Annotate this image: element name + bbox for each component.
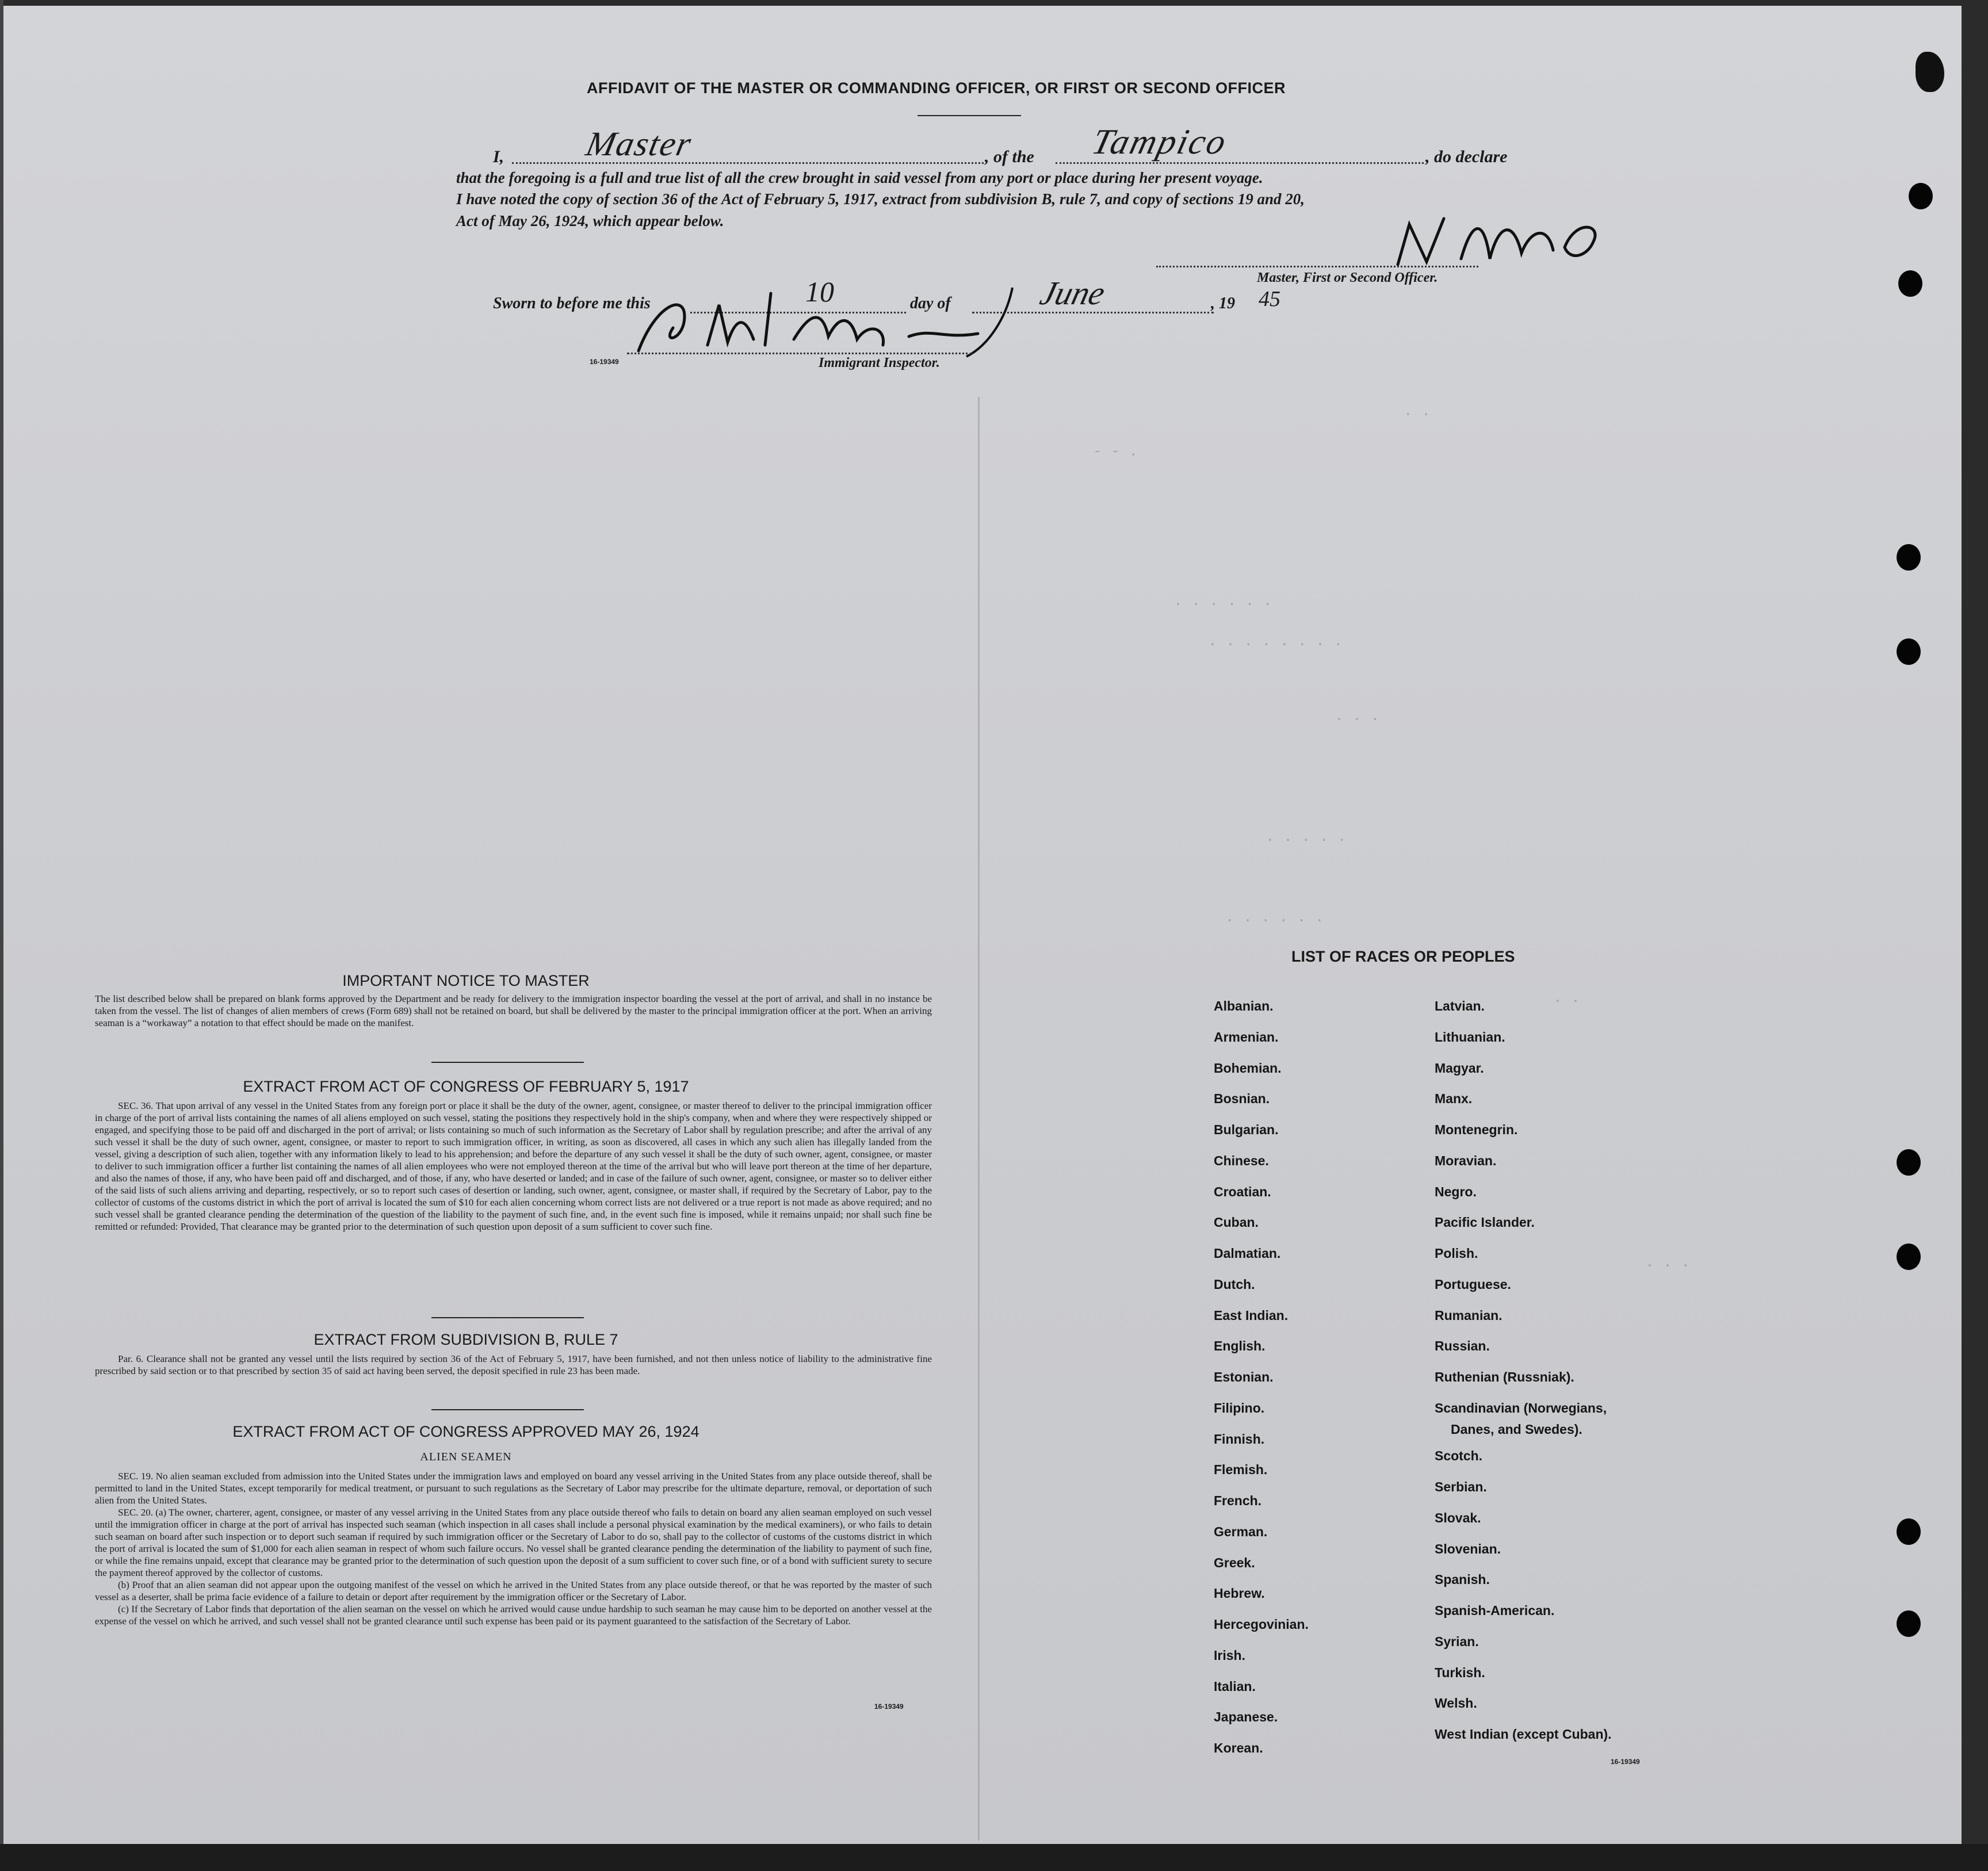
do-declare-label: , do declare [1425,147,1508,166]
race-item: Montenegrin. [1435,1122,1518,1137]
year-prefix: , 19 [1211,294,1235,312]
page-fold-line [978,397,980,1841]
race-item: Italian. [1214,1678,1256,1694]
races-title: LIST OF RACES OR PEOPLES [1291,948,1515,965]
race-item: Welsh. [1435,1696,1477,1711]
extract-rule7-title: EXTRACT FROM SUBDIVISION B, RULE 7 [314,1331,618,1348]
race-scandinavian-continued: Danes, and Swedes). [1451,1422,1582,1437]
punch-hole [1897,544,1921,571]
race-item: French. [1214,1493,1262,1508]
extract-1917-title: EXTRACT FROM ACT OF CONGRESS OF FEBRUARY 5, 1917 [243,1078,689,1095]
inspector-caption: Immigrant Inspector. [819,355,940,370]
race-item: English. [1214,1338,1266,1354]
race-item: Ruthenian (Russniak). [1435,1369,1574,1384]
corner-tear-mark [1916,52,1944,92]
race-item: Syrian. [1435,1633,1479,1649]
race-item: Chinese. [1214,1153,1269,1168]
document-page: . . - - . . . . . . . . . . . . . . . . . . . . . . . . . . . . . . . . . . AFFIDAVIT OF THE MASTER OR COMMANDING OFFICER, OR FIRST OR SECOND OFFICER I, Master , of the Tampico , do declare that the foregoing is a full and true list of all the crew brought in said vessel from any port or place during her present voyage. I have noted the copy of section 36 of the Act of February 5, 1917, extract from subdivision B, rule 7, and copy of sections 19 and 20, Act of May 26, 1924, which appear below. Master, First or Second Officer. Sworn to before me this 10 day of June , 19 45 16‐19349 Immigrant Inspector. IMPORTANT NOTICE TO MASTER The list described below shall be prepared on blank forms approved by the Department and be ready for delivery to the immigration inspector boarding the vessel at the port of arrival, and shall in no instance be taken from the vessel. The list of changes of alien members of crews (Form 689) shall not be retained on board, but shall be delivered by the master to the principal immigration officer at the port. When an arriving seaman is a “workaway” a notation to that effect should be made on the manifest. EXTRACT FROM ACT OF CONGRESS OF FEBRUARY 5, 1917 SEC. 36. That upon arrival of any vessel in the United States from any foreign port or place it shall be the duty of the owner, agent, consignee, or master thereof to deliver to the principal immigration officer in charge of the port of arrival lists containing the names of all aliens employed on such vessel, stating the positions they respectively hold in the ship's company, when and where they were respectively shipped or engaged, and specifying those to be paid off and discharged in the port of arrival; or lists containing so much of such information as the Secretary of Labor shall by regulation prescribe; and after the arrival of any such vessel it shall be the duty of such owner, agent, consignee, or master to report to such immigration officer, in writing, as soon as discovered, all cases in which any such alien has illegally landed from the vessel, giving a description of such alien, together with any information likely to lead to his apprehension; and before the departure of any such vessel it shall be the duty of such owner, agent, consignee, or master to deliver to such immigration officer a further list containing the names of all alien employees who were not employed thereon at the time of the arrival but who will leave port thereon at the time of her departure, and also the names of those, if any, who have been paid off and discharged, and of those, if any, who have deserted or landed; and in case of the failure of such owner, agent, consignee, or master so to deliver either of the said lists of such aliens arriving and departing, respectively, or so to report such cases of desertion or landing, such owner, agent, consignee, or master shall, if required by the Secretary of Labor, pay to the collector of customs of the customs district in which the port of arrival is located the sum of $10 for each alien concerning whom correct lists are not delivered or a true report is not made as above required; and no such vessel shall be granted clearance pending the determination of the question of the liability to the payment of such fine, and, in the event such fine is imposed, while it remains unpaid; nor shall such fine be remitted or refunded: Provided, That clearance may be granted prior to the determination of such question upon deposit of a sum sufficient to cover such fine. EXTRACT FROM SUBDIVISION B, RULE 7 Par. 6. Clearance shall not be granted any vessel until the lists required by section 36 of the Act of February 5, 1917, have been furnished, and not then unless notice of liability to the administrative fine prescribed by said section or to that prescribed by section 35 of said act having been served, the deposit specified in rule 23 has been made. EXTRACT FROM ACT OF CONGRESS APPROVED MAY 26, 1924 ALIEN SEAMEN SEC. 19. No alien seaman excluded from admission into the United States under the immigration laws and employed on board any vessel arriving in the United States from any place outside thereof, shall be permitted to land in the United States, except temporarily for medical treatment, or pursuant to such regulations as the Secretary of Labor may prescribe for the ultimate departure, removal, or deportation of such alien from the United States. SEC. 20. (a) The owner, charterer, agent, consignee, or master of any vessel arriving in the United States from any place outside thereof who fails to detain on board any alien seaman employed on such vessel until the immigration officer in charge at the port of arrival has inspected such seaman (which inspection in all cases shall include a personal physical examination by the medical examiners), or who fails to detain such seaman on board after such inspection or to deport such seaman if required by such immigration officer or the Secretary of Labor to do so, shall pay to the collector of customs of the customs district in which the port of arrival is located the sum of $1,000 for each alien seaman in respect of whom such failure occurs. No vessel shall be granted clearance pending the determination of the liability to payment of such fine, or while the fine remains unpaid, except that clearance may be granted prior to the determination of such question upon the deposit of a sum sufficient to cover such fine, or of a bond with sufficient surety to secure the payment thereof approved by the collector of customs. (b) Proof that an alien seaman did not appear upon the outgoing manifest of the vessel on which he arrived in the United States from any place outside thereof, or that he was reported by the master of such vessel as a deserter, shall be prima facie evidence of a failure to detain or deport after requirement by the immigration officer or the Secretary of Labor. (c) If the Secretary of Labor finds that deportation of the alien seaman on the vessel on which he arrived would cause undue hardship to such seaman he may cause him to be deported on another vessel at the expense of the vessel on which he arrived, and such vessel shall not be granted clearance until such expense has been paid or its payment guaranteed to the satisfaction of the Secretary of Labor. 16‐19349 LIST OF RACES OR PEOPLES Danes, and Swedes). 16‐19349 Albanian. Armenian. Bohemian. Bosnian. Bulgarian. Chinese. Croatian. Cuban. Dalmatian. Dutch. East Indian. English. Estonian. Filipino. Finnish. Flemish. French. German. Greek. Hebrew. Hercegovinian. Irish. Italian. Japanese. Korean. Latvian. Lithuanian. Magyar. Manx. Montenegrin. Moravian. Negro. Pacific Islander. Polish. Portuguese. Rumanian. Russian. Ruthenian (Russniak). Scandinavian (Norwegians, Scotch. Serbian. Slovak. Slovenian. Spanish. Spanish-American. Syrian. Turkish. Welsh. West Indian (except Cuban). [0,0,1988,1871]
title-underline [917,115,1021,116]
punch-hole [1909,183,1933,209]
race-item: Bohemian. [1214,1060,1282,1076]
section-19-paragraph: SEC. 19. No alien seaman excluded from admission into the United States under the immigration laws and employed on board any vessel arriving in the United States from any place outside thereof, shall be permitted to land in the United States, except temporarily for medical treatment, or pursuant to such regulations as the Secretary of Labor may prescribe for the ultimate departure, removal, or deportation of such alien from the United States. [95,1471,932,1506]
punch-hole [1897,1610,1921,1637]
punch-hole [1898,270,1922,297]
section-20a-paragraph: SEC. 20. (a) The owner, charterer, agent, consignee, or master of any vessel arriving in the United States from any place outside thereof who fails to detain on board any alien seaman employed on such vessel until the immigration officer in charge at the port of arrival has inspected such seaman (which inspection in all cases shall include a personal physical examination by the medical examiners), or who fails to detain such seaman on board after such inspection or to deport such seaman if required by such immigration officer or the Secretary of Labor to do so, shall pay to the collector of customs of the customs district in which the port of arrival is located the sum of $1,000 for each alien seaman in respect of whom such failure occurs. No vessel shall be granted clearance pending the determination of the liability to payment of such fine, or while the fine remains unpaid, except that clearance may be granted prior to the determination of such question upon the deposit of a sum sufficient to cover such fine, or of a bond with sufficient surety to secure the payment thereof approved by the collector of customs. [95,1507,932,1578]
race-item: Estonian. [1214,1369,1274,1384]
extract-1924-body [95,1470,932,1627]
extract-rule7-divider [431,1409,584,1410]
i-value-handwritten: Master [583,125,696,163]
punch-hole [1897,1518,1921,1545]
race-item: Russian. [1435,1338,1490,1354]
races-form-number: 16‐19349 [1611,1758,1640,1766]
affidavit-form-number: 16‐19349 [590,358,619,366]
race-item: Spanish-American. [1435,1603,1555,1618]
notice-divider [431,1062,584,1063]
race-item: Finnish. [1214,1431,1265,1447]
race-item: Portuguese. [1435,1276,1511,1292]
inspector-signature-line [627,353,972,354]
race-item: Rumanian. [1435,1307,1503,1323]
race-item: Moravian. [1435,1153,1497,1168]
of-the-label: , of the [985,147,1034,166]
race-item: Dutch. [1214,1276,1255,1292]
race-item: Japanese. [1214,1709,1278,1725]
race-item: Latvian. [1435,998,1485,1013]
race-item: Albanian. [1214,998,1274,1013]
extract-rule7-body: Par. 6. Clearance shall not be granted any vessel until the lists required by section 36 of the Act of February 5, 1917, have been furnished, and not then unless notice of liability to the administrative fine prescribed by said section or to that prescribed by section 35 of said act having been served, the deposit specified in rule 23 has been made. [95,1353,932,1376]
sworn-label: Sworn to before me this [493,294,651,312]
scan-border-top [0,0,1988,6]
race-item: Cuban. [1214,1215,1259,1230]
extract-1924-title: EXTRACT FROM ACT OF CONGRESS APPROVED MAY 26, 1924 [232,1423,699,1440]
race-item: Serbian. [1435,1479,1487,1494]
affidavit-title: AFFIDAVIT OF THE MASTER OR COMMANDING OFFICER, OR FIRST OR SECOND OFFICER [587,79,1286,97]
race-item: Magyar. [1435,1060,1484,1076]
race-item: Slovenian. [1435,1541,1501,1556]
race-item: Pacific Islander. [1435,1215,1535,1230]
race-item: Turkish. [1435,1665,1485,1680]
race-item: Manx. [1435,1091,1473,1107]
race-item: Negro. [1435,1184,1477,1199]
race-item: Dalmatian. [1214,1246,1281,1261]
extract-1924-subtitle: ALIEN SEAMEN [420,1451,512,1463]
master-signature-line [1156,266,1478,267]
section-20b-paragraph: (b) Proof that an alien seaman did not appear upon the outgoing manifest of the vessel on which he arrived in the United States from any place outside thereof, or that he was reported by the master of such vessel as a deserter, shall be prima facie evidence of a failure to detain or deport after requirement by the immigration officer or the Secretary of Labor. [95,1579,932,1602]
punch-hole [1897,638,1921,665]
race-item: Greek. [1214,1555,1255,1570]
race-item: Polish. [1435,1246,1478,1261]
race-item: Lithuanian. [1435,1029,1505,1044]
race-item: Flemish. [1214,1462,1268,1478]
race-item: Scandinavian (Norwegians, [1435,1400,1607,1415]
race-item: Scotch. [1435,1448,1483,1464]
declaration-line-3: Act of May 26, 1924, which appear below. [456,212,724,229]
punch-hole [1897,1243,1921,1270]
notice-body: The list described below shall be prepared on blank forms approved by the Department and be ready for delivery to the immigration inspector boarding the vessel at the port of arrival, and shall in no instance be taken from the vessel. The list of changes of alien members of crews (Form 689) shall not be retained on board, but shall be delivered by the master to the principal immigration officer at the port. When an arriving seaman is a “workaway” a notation to that effect should be made on the manifest. [95,993,932,1028]
race-item: Hercegovinian. [1214,1617,1309,1632]
race-item: German. [1214,1524,1268,1539]
section-20c-paragraph: (c) If the Secretary of Labor finds that deportation of the alien seaman on the vessel on which he arrived would cause undue hardship to such seaman he may cause him to be deported on another vessel at the expense of the vessel on which he arrived, and such vessel shall not be granted clearance until such expense has been paid or its payment guaranteed to the satisfaction of the Secretary of Labor. [95,1604,932,1627]
notice-title: IMPORTANT NOTICE TO MASTER [342,972,590,989]
race-item: Filipino. [1214,1400,1265,1415]
race-item: Slovak. [1435,1510,1481,1525]
sworn-day-handwritten: 10 [805,276,834,308]
extract-1924-form-number: 16‐19349 [874,1702,904,1711]
scan-border-bottom [0,1844,1988,1871]
scan-border-left [0,0,3,1871]
sworn-month-handwritten: June [1036,274,1109,312]
race-item: Bosnian. [1214,1091,1270,1107]
i-label: I, [493,147,504,166]
vessel-name-handwritten: Tampico [1088,123,1232,162]
race-item: Armenian. [1214,1029,1279,1044]
race-item: Croatian. [1214,1184,1271,1199]
race-item: Korean. [1214,1740,1263,1755]
race-item: East Indian. [1214,1307,1289,1323]
inspector-signature [621,282,1035,362]
declaration-line-2: I have noted the copy of section 36 of the Act of February 5, 1917, extract from subdivision B, rule 7, and copy of sections 19 and 20, [456,190,1305,208]
race-item: Hebrew. [1214,1586,1265,1601]
extract-1917-body: SEC. 36. That upon arrival of any vessel in the United States from any foreign port or place it shall be the duty of the owner, agent, consignee, or master thereof to deliver to the principal immigration officer in charge of the port of arrival lists containing the names of all aliens employed on such vessel, stating the positions they respectively hold in the ship's company, when and where they were respectively shipped or engaged, and specifying those to be paid off and discharged in the port of arrival; or lists containing so much of such information as the Secretary of Labor shall by regulation prescribe; and after the arrival of any such vessel it shall be the duty of such owner, agent, consignee, or master to report to such immigration officer, in writing, as soon as discovered, all cases in which any such alien has illegally landed from the vessel, giving a description of such alien, together with any information likely to lead to his apprehension; and before the departure of any such vessel it shall be the duty of such owner, agent, consignee, or master to deliver to such immigration officer a further list containing the names of all alien employees who were not employed thereon at the time of the arrival but who will leave port thereon at the time of her departure, and also the names of those, if any, who have been paid off and discharged, and of those, if any, who have deserted or landed; and in case of the failure of such owner, agent, consignee, or master so to deliver either of the said lists of such aliens arriving and departing, respectively, or so to report such cases of desertion or landing, such owner, agent, consignee, or master shall, if required by the Secretary of Labor, pay to the collector of customs of the customs district in which the port of arrival is located the sum of $10 for each alien concerning whom correct lists are not delivered or a true report is not made as above required; and no such vessel shall be granted clearance pending the determination of the question of the liability to the payment of such fine, and, in the event such fine is imposed, while it remains unpaid; nor shall such fine be remitted or refunded: Provided, That clearance may be granted prior to the determination of such question upon deposit of a sum sufficient to cover such fine. [95,1100,932,1232]
punch-hole [1897,1149,1921,1176]
race-item: Spanish. [1435,1572,1490,1587]
declaration-line-1: that the foregoing is a full and true list of all the crew brought in said vessel from any port or place during her present voyage. [456,169,1263,186]
race-item: West Indian (except Cuban). [1435,1727,1612,1742]
year-suffix-handwritten: 45 [1259,287,1280,311]
extract-1917-divider [431,1317,584,1318]
race-item: Irish. [1214,1647,1245,1663]
day-of-label: day of [910,294,951,312]
race-item: Bulgarian. [1214,1122,1279,1137]
master-signature-caption: Master, First or Second Officer. [1257,270,1438,285]
scan-border-right [1962,0,1988,1871]
